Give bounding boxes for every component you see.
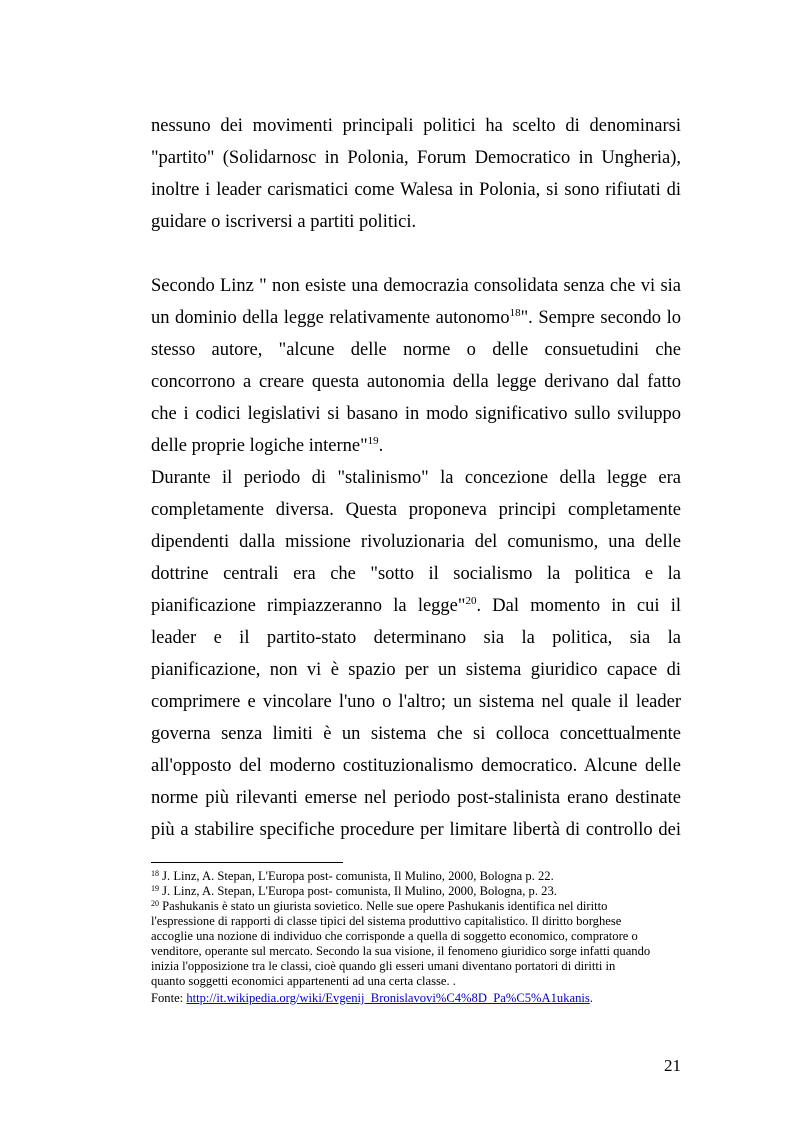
footnote-20-line: l'espressione di rapporti di classe tipici del sistema produttivo capitalistico. Il diritto borghese (151, 914, 622, 928)
body-text-line: che i codici legislativi si basano in modo significativo sullo sviluppo (151, 404, 681, 424)
text-span: . Dal momento in cui il (476, 596, 681, 616)
source-link[interactable]: http://it.wikipedia.org/wiki/Evgenij_Bronislavovi%C4%8D_Pa%C5%A1ukanis (186, 991, 590, 1005)
text-span: un dominio della legge relativamente autonomo (151, 308, 510, 328)
footnote-separator (151, 862, 343, 863)
body-text-line: completamente diversa. Questa proponeva principi completamente (151, 500, 681, 520)
body-text-line: governa senza limiti è un sistema che si colloca concettualmente (151, 724, 681, 744)
body-text-line: nessuno dei movimenti principali politici ha scelto di denominarsi (151, 116, 681, 136)
text-span: delle proprie logiche interne" (151, 436, 368, 456)
body-text-line: Durante il periodo di "stalinismo" la concezione della legge era (151, 468, 681, 488)
source-end: . (589, 991, 593, 1005)
footnote-ref-20[interactable]: 20 (465, 595, 477, 607)
text-span: pianificazione rimpiazzeranno la legge" (151, 596, 466, 616)
footnote-text: J. Linz, A. Stepan, L'Europa post- comunista, Il Mulino, 2000, Bologna p. 22. (159, 869, 554, 883)
body-text-line: inoltre i leader carismatici come Walesa in Polonia, si sono rifiutati di (151, 180, 681, 200)
footnote-ref-19[interactable]: 19 (367, 435, 379, 447)
body-text-line: pianificazione, non vi è spazio per un sistema giuridico capace di (151, 660, 681, 680)
body-text-line: più a stabilire specifiche procedure per limitare libertà di controllo dei (151, 820, 681, 840)
footnote-text: Pashukanis è stato un giurista sovietico. Nelle sue opere Pashukanis identifica nel diritto (159, 899, 608, 913)
footnote-number: 20 (151, 899, 159, 908)
body-text-line: dipendenti dalla missione rivoluzionaria del comunismo, una delle (151, 532, 681, 552)
footnote-20 (151, 899, 681, 914)
footnote-20-line: accoglie una nozione di individuo che corrisponde a quella di soggetto economico, compratore o (151, 929, 638, 943)
footnote-20-line: venditore, operante sul mercato. Secondo la sua visione, il fenomeno giuridico sorge infatti quando (151, 944, 651, 958)
footnote-20-line: inizia l'opposizione tra le classi, cioè quando gli esseri umani diventano portatori di diritti in (151, 959, 616, 973)
body-text-line: stesso autore, "alcune delle norme o delle consuetudini che (151, 340, 681, 360)
page-number: 21 (664, 1056, 681, 1075)
body-text-line (151, 307, 681, 329)
footnote-ref-18[interactable]: 18 (509, 307, 521, 319)
body-text-line (151, 435, 681, 457)
body-text-line: comprimere e vincolare l'uno o l'altro; un sistema nel quale il leader (151, 692, 681, 712)
body-text-line: Secondo Linz " non esiste una democrazia consolidata senza che vi sia (151, 276, 681, 296)
footnote-text: J. Linz, A. Stepan, L'Europa post- comunista, Il Mulino, 2000, Bologna, p. 23. (159, 884, 557, 898)
body-text-line: all'opposto del moderno costituzionalismo democratico. Alcune delle (151, 756, 681, 776)
footnote-19 (151, 884, 681, 899)
body-text-line (151, 595, 681, 617)
footnote-20-line: quanto soggetti economici appartenenti ad una certa classe. . (151, 974, 456, 988)
body-text-line: "partito" (Solidarnosc in Polonia, Forum Democratico in Ungheria), (151, 148, 681, 168)
body-text-line: leader e il partito-stato determinano sia la politica, sia la (151, 628, 681, 648)
text-span: . (378, 436, 384, 456)
footnote-number: 19 (151, 884, 159, 893)
text-span: ". Sempre secondo lo (520, 308, 681, 328)
footnote-number: 18 (151, 869, 159, 878)
footnote-18 (151, 869, 681, 884)
body-text-line: guidare o iscriversi a partiti politici. (151, 212, 417, 232)
source-label: Fonte: (151, 991, 187, 1005)
body-text-line: dottrine centrali era che "sotto il socialismo la politica e la (151, 564, 681, 584)
body-text-line: norme più rilevanti emerse nel periodo post-stalinista erano destinate (151, 788, 681, 808)
body-text-line: concorrono a creare questa autonomia della legge derivano dal fatto (151, 372, 681, 392)
footnote-20-source (151, 991, 681, 1006)
